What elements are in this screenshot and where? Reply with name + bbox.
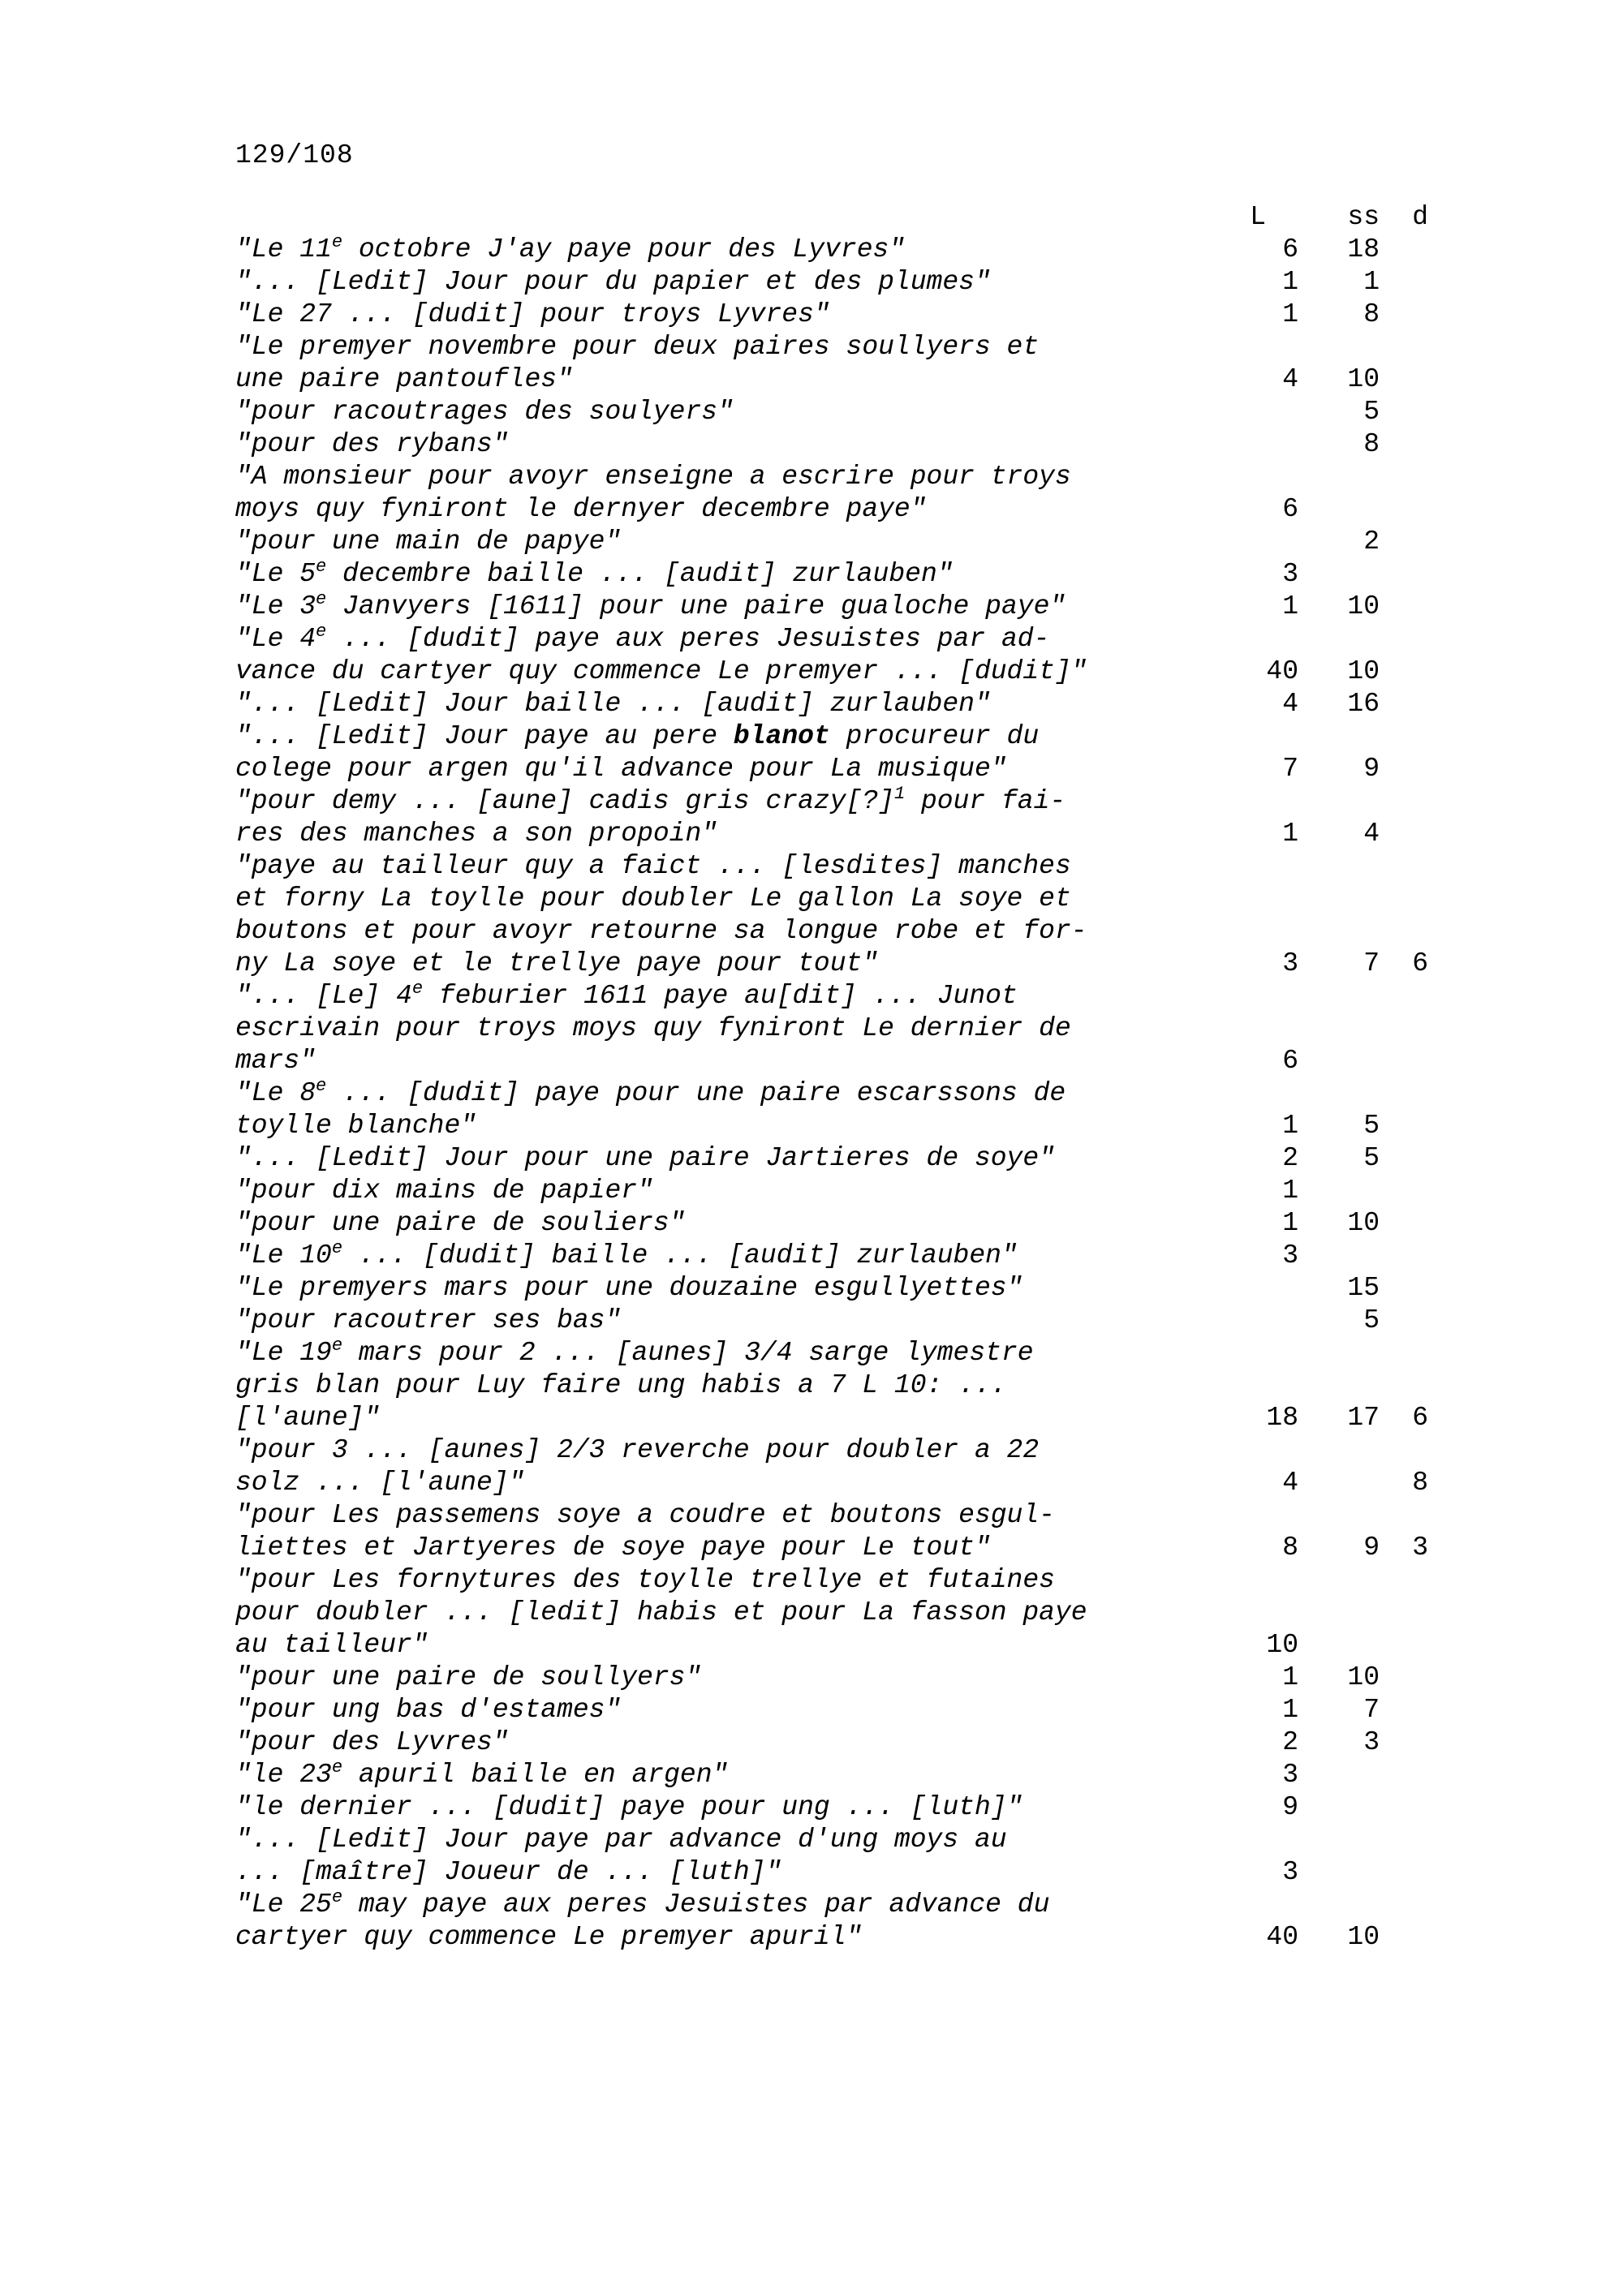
amount-livres: 1 [1282, 299, 1298, 329]
text-fragment: "Le 10 [235, 1240, 332, 1271]
amount-sols: 5 [1363, 397, 1380, 427]
amount-sols: 18 [1347, 234, 1380, 264]
ledger-entry [235, 1726, 1453, 1759]
amount-sols: 15 [1347, 1273, 1380, 1303]
ledger-entry [235, 1499, 1453, 1564]
amount-sols: 8 [1363, 429, 1380, 459]
ledger-entry [235, 428, 1453, 461]
amount-deniers: 6 [1412, 1403, 1428, 1433]
ledger-entries [235, 234, 1453, 1954]
superscript: e [331, 1887, 343, 1907]
amount-sols: 7 [1363, 948, 1380, 978]
superscript: e [331, 1335, 343, 1356]
ledger-entry [235, 980, 1453, 1077]
amount-livres: 9 [1282, 1792, 1298, 1822]
amount-livres: 6 [1282, 494, 1298, 524]
ledger-entry [235, 1694, 1453, 1726]
text-fragment: procureur du colege pour argen qu'il advance pour La musique" [235, 721, 1040, 784]
amount-livres: 4 [1282, 364, 1298, 394]
amount-sols: 8 [1363, 299, 1380, 329]
entry-description [235, 1759, 1209, 1791]
superscript: e [316, 621, 327, 642]
amount-sols: 5 [1363, 1111, 1380, 1141]
amount-livres: 1 [1282, 1208, 1298, 1238]
amount-sols: 10 [1347, 1662, 1380, 1692]
column-header-row [235, 201, 1453, 234]
superscript: e [411, 978, 424, 999]
ledger-entry [235, 1564, 1453, 1662]
amount-deniers: 6 [1412, 948, 1428, 978]
text-fragment: "le 23 [235, 1760, 332, 1790]
entry-description [235, 461, 1209, 526]
ledger-entry [235, 850, 1453, 980]
amount-livres: 3 [1282, 1240, 1298, 1271]
amount-livres: 3 [1282, 948, 1298, 978]
text-fragment: "Le premyer novembre pour deux paires soullyers et une paire pantoufles" [235, 332, 1040, 394]
superscript: e [331, 1757, 343, 1778]
ledger-entry [235, 299, 1453, 331]
text-fragment: pour fai- res des manches a son propoin" [235, 786, 1066, 849]
entry-description [235, 850, 1209, 980]
amount-sols: 9 [1363, 754, 1380, 784]
superscript: e [316, 589, 327, 609]
amount-sols: 10 [1347, 1922, 1380, 1952]
text-fragment: "paye au tailleur quy a faict ... [lesdites] manches et forny La toylle pour doubler Le gallon La soye et boutons et pour avoyr retourne sa longue robe et for- ny La soye et le trellye paye pour tout" [235, 851, 1087, 978]
amount-sols: 5 [1363, 1305, 1380, 1335]
text-fragment: apuril baille en argen" [342, 1760, 729, 1790]
text-fragment: "... [Ledit] Jour pour du papier et des plumes" [235, 267, 991, 297]
text-fragment: "pour une paire de soullyers" [235, 1662, 702, 1692]
amount-livres: 6 [1282, 234, 1298, 264]
ledger-entry [235, 1889, 1453, 1954]
entry-description [235, 1726, 1209, 1759]
entry-description [235, 266, 1209, 299]
entry-description [235, 591, 1209, 623]
superscript: 1 [893, 784, 906, 804]
amount-livres: 18 [1266, 1403, 1298, 1433]
text-fragment: "Le 3 [235, 591, 316, 621]
amount-livres: 4 [1282, 1468, 1298, 1498]
amount-sols: 1 [1363, 267, 1380, 297]
entry-description [235, 980, 1209, 1077]
entry-description [235, 1240, 1209, 1272]
text-fragment: "le dernier ... [dudit] paye pour ung ... [luth]" [235, 1792, 1023, 1822]
text-fragment: "... [Ledit] Jour paye par advance d'ung moys au ... [maître] Joueur de ... [luth]" [235, 1825, 1007, 1887]
text-fragment: ... [dudit] baille ... [audit] zurlauben" [342, 1240, 1018, 1271]
amount-sols: 4 [1363, 819, 1380, 849]
text-fragment: "pour des Lyvres" [235, 1727, 509, 1757]
ledger-entry [235, 1240, 1453, 1272]
ledger-entry [235, 1207, 1453, 1240]
amount-livres: 1 [1282, 591, 1298, 621]
text-fragment: "Le premyers mars pour une douzaine esgullyettes" [235, 1273, 1023, 1303]
header-deniers: d [1412, 202, 1428, 232]
text-fragment: "Le 19 [235, 1338, 332, 1368]
superscript: e [316, 1076, 327, 1096]
amount-livres: 2 [1282, 1727, 1298, 1757]
ledger-entry [235, 1434, 1453, 1499]
ledger-entry [235, 688, 1453, 720]
amount-livres: 10 [1266, 1630, 1298, 1660]
entry-description [235, 428, 1209, 461]
text-fragment: "Le 4 [235, 624, 316, 654]
amount-deniers: 3 [1412, 1533, 1428, 1563]
entry-description [235, 785, 1209, 850]
text-fragment: "pour Les passemens soye a coudre et boutons esgul- liettes et Jartyeres de soye paye pour Le tout" [235, 1500, 1055, 1563]
amount-sols: 5 [1363, 1143, 1380, 1173]
text-fragment: "pour 3 ... [aunes] 2/3 reverche pour doubler a 22 solz ... [l'aune]" [235, 1435, 1040, 1498]
amount-deniers: 8 [1412, 1468, 1428, 1498]
text-fragment: "pour ung bas d'estames" [235, 1695, 622, 1725]
text-fragment: Janvyers [1611] pour une paire gualoche paye" [326, 591, 1066, 621]
entry-description [235, 526, 1209, 558]
text-fragment: decembre baille ... [audit] zurlauben" [326, 559, 954, 589]
ledger-entry [235, 1337, 1453, 1434]
entry-description [235, 1272, 1209, 1305]
amount-sols: 7 [1363, 1695, 1380, 1725]
ledger-entry [235, 461, 1453, 526]
ledger [235, 201, 1453, 1954]
entry-description [235, 1791, 1209, 1824]
text-fragment: "Le 11 [235, 234, 332, 264]
superscript: e [331, 232, 343, 252]
amount-sols: 2 [1363, 527, 1380, 557]
entry-description [235, 1175, 1209, 1207]
amount-sols: 10 [1347, 591, 1380, 621]
text-fragment: "Le 27 ... [dudit] pour troys Lyvres" [235, 299, 830, 329]
amount-sols: 3 [1363, 1727, 1380, 1757]
entry-description [235, 1142, 1209, 1175]
ledger-entry [235, 396, 1453, 428]
entry-description [235, 331, 1209, 396]
ledger-entry [235, 266, 1453, 299]
entry-description [235, 1694, 1209, 1726]
entry-description [235, 720, 1209, 785]
amount-livres: 6 [1282, 1046, 1298, 1076]
entry-description [235, 1889, 1209, 1954]
text-fragment: octobre J'ay paye pour des Lyvres" [342, 234, 906, 264]
text-fragment: "... [Ledit] Jour paye au pere [235, 721, 734, 751]
entry-description [235, 1662, 1209, 1694]
entry-description [235, 558, 1209, 591]
entry-description [235, 1499, 1209, 1564]
text-fragment: "pour une main de papye" [235, 527, 622, 557]
ledger-entry [235, 1759, 1453, 1791]
text-fragment: "... [Le] 4 [235, 981, 412, 1011]
ledger-entry [235, 1077, 1453, 1142]
amount-livres: 3 [1282, 559, 1298, 589]
ledger-entry [235, 591, 1453, 623]
text-fragment: feburier 1611 paye au[dit] ... Junot escrivain pour troys moys quy fyniront Le dernier de mars" [235, 981, 1071, 1076]
amount-livres: 40 [1266, 656, 1298, 686]
text-fragment: "pour racoutrer ses bas" [235, 1305, 622, 1335]
ledger-entry [235, 1142, 1453, 1175]
entry-description [235, 623, 1209, 688]
ledger-entry [235, 1791, 1453, 1824]
amount-livres: 1 [1282, 267, 1298, 297]
header-sols: ss [1347, 202, 1380, 232]
amount-sols: 10 [1347, 364, 1380, 394]
amount-sols: 10 [1347, 656, 1380, 686]
text-fragment: "pour demy ... [aune] cadis gris crazy[?] [235, 786, 894, 816]
text-fragment: "Le 25 [235, 1890, 332, 1920]
entry-description [235, 1305, 1209, 1337]
text-fragment: "pour Les fornytures des toylle trellye et futaines pour doubler ... [ledit] habis et pour La fasson paye au tailleur" [235, 1565, 1087, 1660]
amount-livres: 2 [1282, 1143, 1298, 1173]
entry-description [235, 1337, 1209, 1434]
amount-livres: 1 [1282, 1695, 1298, 1725]
ledger-entry [235, 1272, 1453, 1305]
text-fragment: "Le 5 [235, 559, 316, 589]
text-fragment: ... [dudit] paye pour une paire escarssons de toylle blanche" [235, 1078, 1066, 1141]
amount-sols: 9 [1363, 1533, 1380, 1563]
ledger-entry [235, 1824, 1453, 1889]
amount-livres: 8 [1282, 1533, 1298, 1563]
text-fragment: "pour dix mains de papier" [235, 1176, 653, 1206]
ledger-entry [235, 785, 1453, 850]
superscript: e [316, 557, 327, 577]
entry-description [235, 299, 1209, 331]
text-fragment: "... [Ledit] Jour baille ... [audit] zurlauben" [235, 689, 991, 719]
text-fragment: "pour une paire de souliers" [235, 1208, 686, 1238]
text-fragment: may paye aux peres Jesuistes par advance du cartyer quy commence Le premyer apuril" [235, 1890, 1050, 1952]
text-fragment: "Le 8 [235, 1078, 316, 1108]
amount-livres: 1 [1282, 1662, 1298, 1692]
ledger-entry [235, 558, 1453, 591]
amount-livres: 40 [1266, 1922, 1298, 1952]
text-fragment: "... [Ledit] Jour pour une paire Jartieres de soye" [235, 1143, 1055, 1173]
amount-livres: 4 [1282, 689, 1298, 719]
amount-livres: 1 [1282, 819, 1298, 849]
ledger-entry [235, 526, 1453, 558]
amount-livres: 3 [1282, 1760, 1298, 1790]
amount-sols: 17 [1347, 1403, 1380, 1433]
entry-description [235, 396, 1209, 428]
page-number: 129/108 [235, 140, 354, 170]
amount-livres: 1 [1282, 1176, 1298, 1206]
amount-sols: 16 [1347, 689, 1380, 719]
bold-name: blanot [733, 721, 830, 751]
amount-livres: 1 [1282, 1111, 1298, 1141]
text-fragment: mars pour 2 ... [aunes] 3/4 sarge lymestre gris blan pour Luy faire ung habis a 7 L 10: ... [l'aune]" [235, 1338, 1034, 1433]
amount-livres: 3 [1282, 1857, 1298, 1887]
header-livres: L [1250, 202, 1266, 232]
amount-sols: 10 [1347, 1208, 1380, 1238]
entry-description [235, 1434, 1209, 1499]
ledger-entry [235, 234, 1453, 266]
entry-description [235, 234, 1209, 266]
ledger-entry [235, 623, 1453, 688]
amount-livres: 7 [1282, 754, 1298, 784]
entry-description [235, 1824, 1209, 1889]
entry-description [235, 688, 1209, 720]
text-fragment: "pour racoutrages des soulyers" [235, 397, 734, 427]
ledger-entry [235, 720, 1453, 785]
ledger-entry [235, 1305, 1453, 1337]
superscript: e [331, 1238, 343, 1258]
ledger-entry [235, 331, 1453, 396]
entry-description [235, 1207, 1209, 1240]
entry-description [235, 1077, 1209, 1142]
text-fragment: "pour des rybans" [235, 429, 509, 459]
ledger-entry [235, 1175, 1453, 1207]
text-fragment: ... [dudit] paye aux peres Jesuistes par ad- vance du cartyer quy commence Le premyer ... [dudit]" [235, 624, 1087, 686]
text-fragment: "A monsieur pour avoyr enseigne a escrire pour troys moys quy fyniront le dernyer decembre paye" [235, 462, 1071, 524]
entry-description [235, 1564, 1209, 1662]
ledger-entry [235, 1662, 1453, 1694]
